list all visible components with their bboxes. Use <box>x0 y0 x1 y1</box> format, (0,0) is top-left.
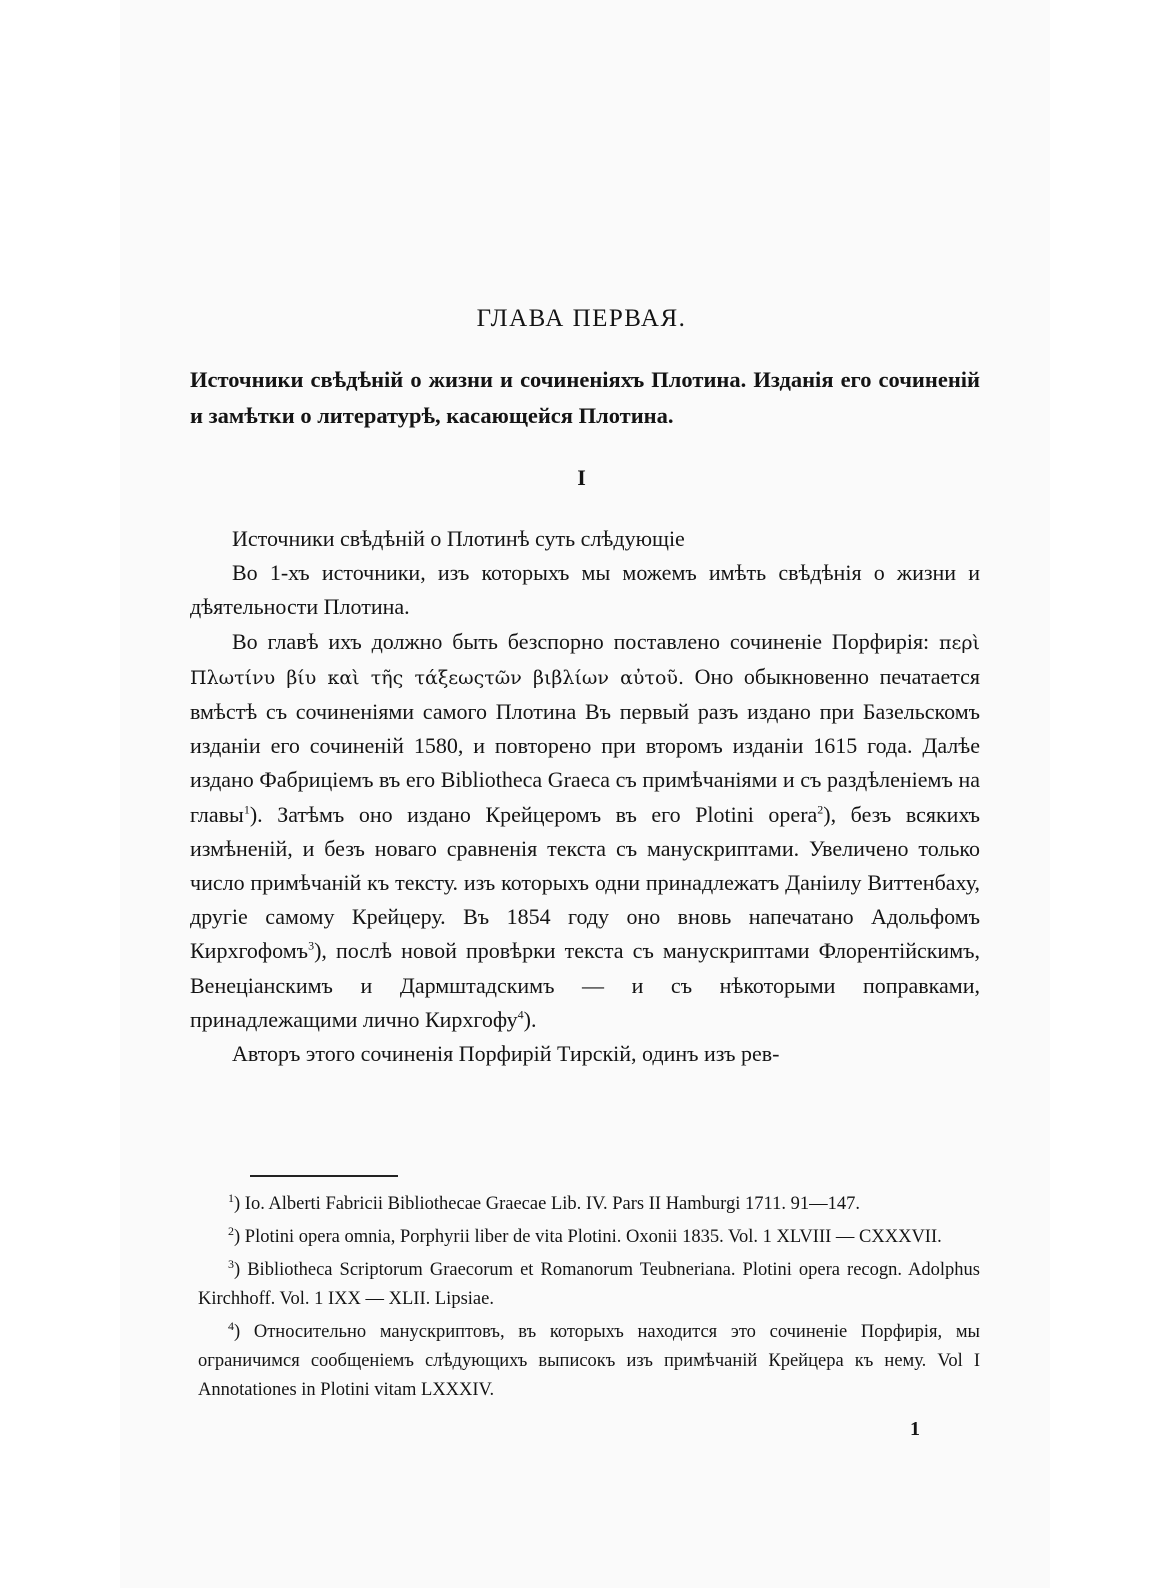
paragraph-3-part-f: ). <box>523 1006 537 1032</box>
footnote-3 <box>198 1256 980 1314</box>
paragraph-3-part-b: Оно обыкновенно печатается вмѣстѣ съ сочиненіями самого Плотина Въ первый разъ издано при Базельскомъ изданіи его сочиненій 1580, и повторено при второмъ изданіи 1615 года. Далѣе издано Фабриціемъ въ его Bibliotheca Graeca съ примѣчаніями и съ раздѣленіемъ на главы <box>190 663 980 827</box>
footnote-ref-3[interactable]: 3 <box>308 939 315 954</box>
footnote-ref-2[interactable]: 2 <box>817 802 824 817</box>
footnote-ref-1[interactable]: 1 <box>243 802 250 817</box>
paragraph-2: Во 1-хъ источники, изъ которыхъ мы можемъ имѣть свѣдѣнія о жизни и дѣятельности Плотина. <box>190 560 980 620</box>
greek-title: περὶ Πλωτίνυ βίυ καὶ τῆς τάξεωςτῶν βιβλίων αὐτοῦ. <box>190 631 980 689</box>
paragraph-3-part-a: Во главѣ ихъ должно быть безспорно поставлено сочиненіе Порфирія: <box>232 628 940 654</box>
footnote-mark: 2 <box>228 1223 234 1238</box>
footnote-2 <box>198 1223 980 1252</box>
footnote-text: ) Io. Alberti Fabricii Bibliothecae Graecae Lib. IV. Pars II Hamburgi 1711. 91—147. <box>234 1194 860 1214</box>
footnote-1 <box>198 1190 980 1219</box>
footnote-mark: 4 <box>228 1318 234 1333</box>
main-text <box>190 522 980 1071</box>
footnote-text: ) Plotini opera omnia, Porphyrii liber de vita Plotini. Oxonii 1835. Vol. 1 XLVIII — CXXXVII. <box>234 1227 942 1247</box>
footnote-divider <box>250 1175 398 1177</box>
footnote-mark: 3 <box>228 1256 234 1271</box>
paragraph-1: Источники свѣдѣній о Плотинѣ суть слѣдующіе <box>232 526 685 551</box>
footnote-text: ) Bibliotheca Scriptorum Graecorum et Romanorum Teubneriana. Plotini opera recogn. Adolphus Kirchhoff. Vol. 1 IXX — XLII. Lipsiae. <box>198 1260 980 1309</box>
footnote-mark: 1 <box>228 1190 234 1205</box>
page-number: 1 <box>910 1418 920 1440</box>
section-number: I <box>577 465 586 490</box>
footnote-ref-4[interactable]: 4 <box>517 1007 524 1022</box>
footnote-text: ) Относительно манускриптовъ, въ которыхъ находится это сочиненіе Порфирія, мы ограничимся сообщеніемъ слѣдующихъ выписокъ изъ примѣчаній Крейцера къ нему. Vol I Annotationes in Plotini vitam LXXXIV. <box>198 1322 980 1400</box>
paragraph-3-part-d: ), безъ всякихъ измѣненій, и безъ новаго сравненія текста съ манускриптами. Увеличено только число примѣчаній къ тексту. изъ которыхъ одни принадлежатъ Даніилу Виттенбаху, другіе самому Крейцеру. Въ 1854 году оно вновь напечатано Адольфомъ Кирхгофомъ <box>190 801 980 964</box>
chapter-heading: Источники свѣдѣній о жизни и сочиненіяхъ Плотина. Изданія его сочиненій и замѣтки о литературѣ, касающейся Плотина. <box>190 367 980 428</box>
paragraph-3 <box>190 625 980 1037</box>
footnote-4 <box>198 1318 980 1405</box>
paragraph-4: Авторъ этого сочиненія Порфирій Тирскій, одинъ изъ рев- <box>232 1041 780 1067</box>
chapter-title: ГЛАВА ПЕРВАЯ. <box>476 305 687 332</box>
paragraph-3-part-e: ), послѣ новой провѣрки текста съ манускриптами Флорентійскимъ, Венеціанскимъ и Дармштадскимъ — и съ нѣкоторыми поправками, принадлежащими лично Кирхгофу <box>190 938 980 1032</box>
paragraph-3-part-c: ). Затѣмъ оно издано Крейцеромъ въ его Plotini opera <box>249 801 818 827</box>
footnotes <box>198 1190 980 1409</box>
